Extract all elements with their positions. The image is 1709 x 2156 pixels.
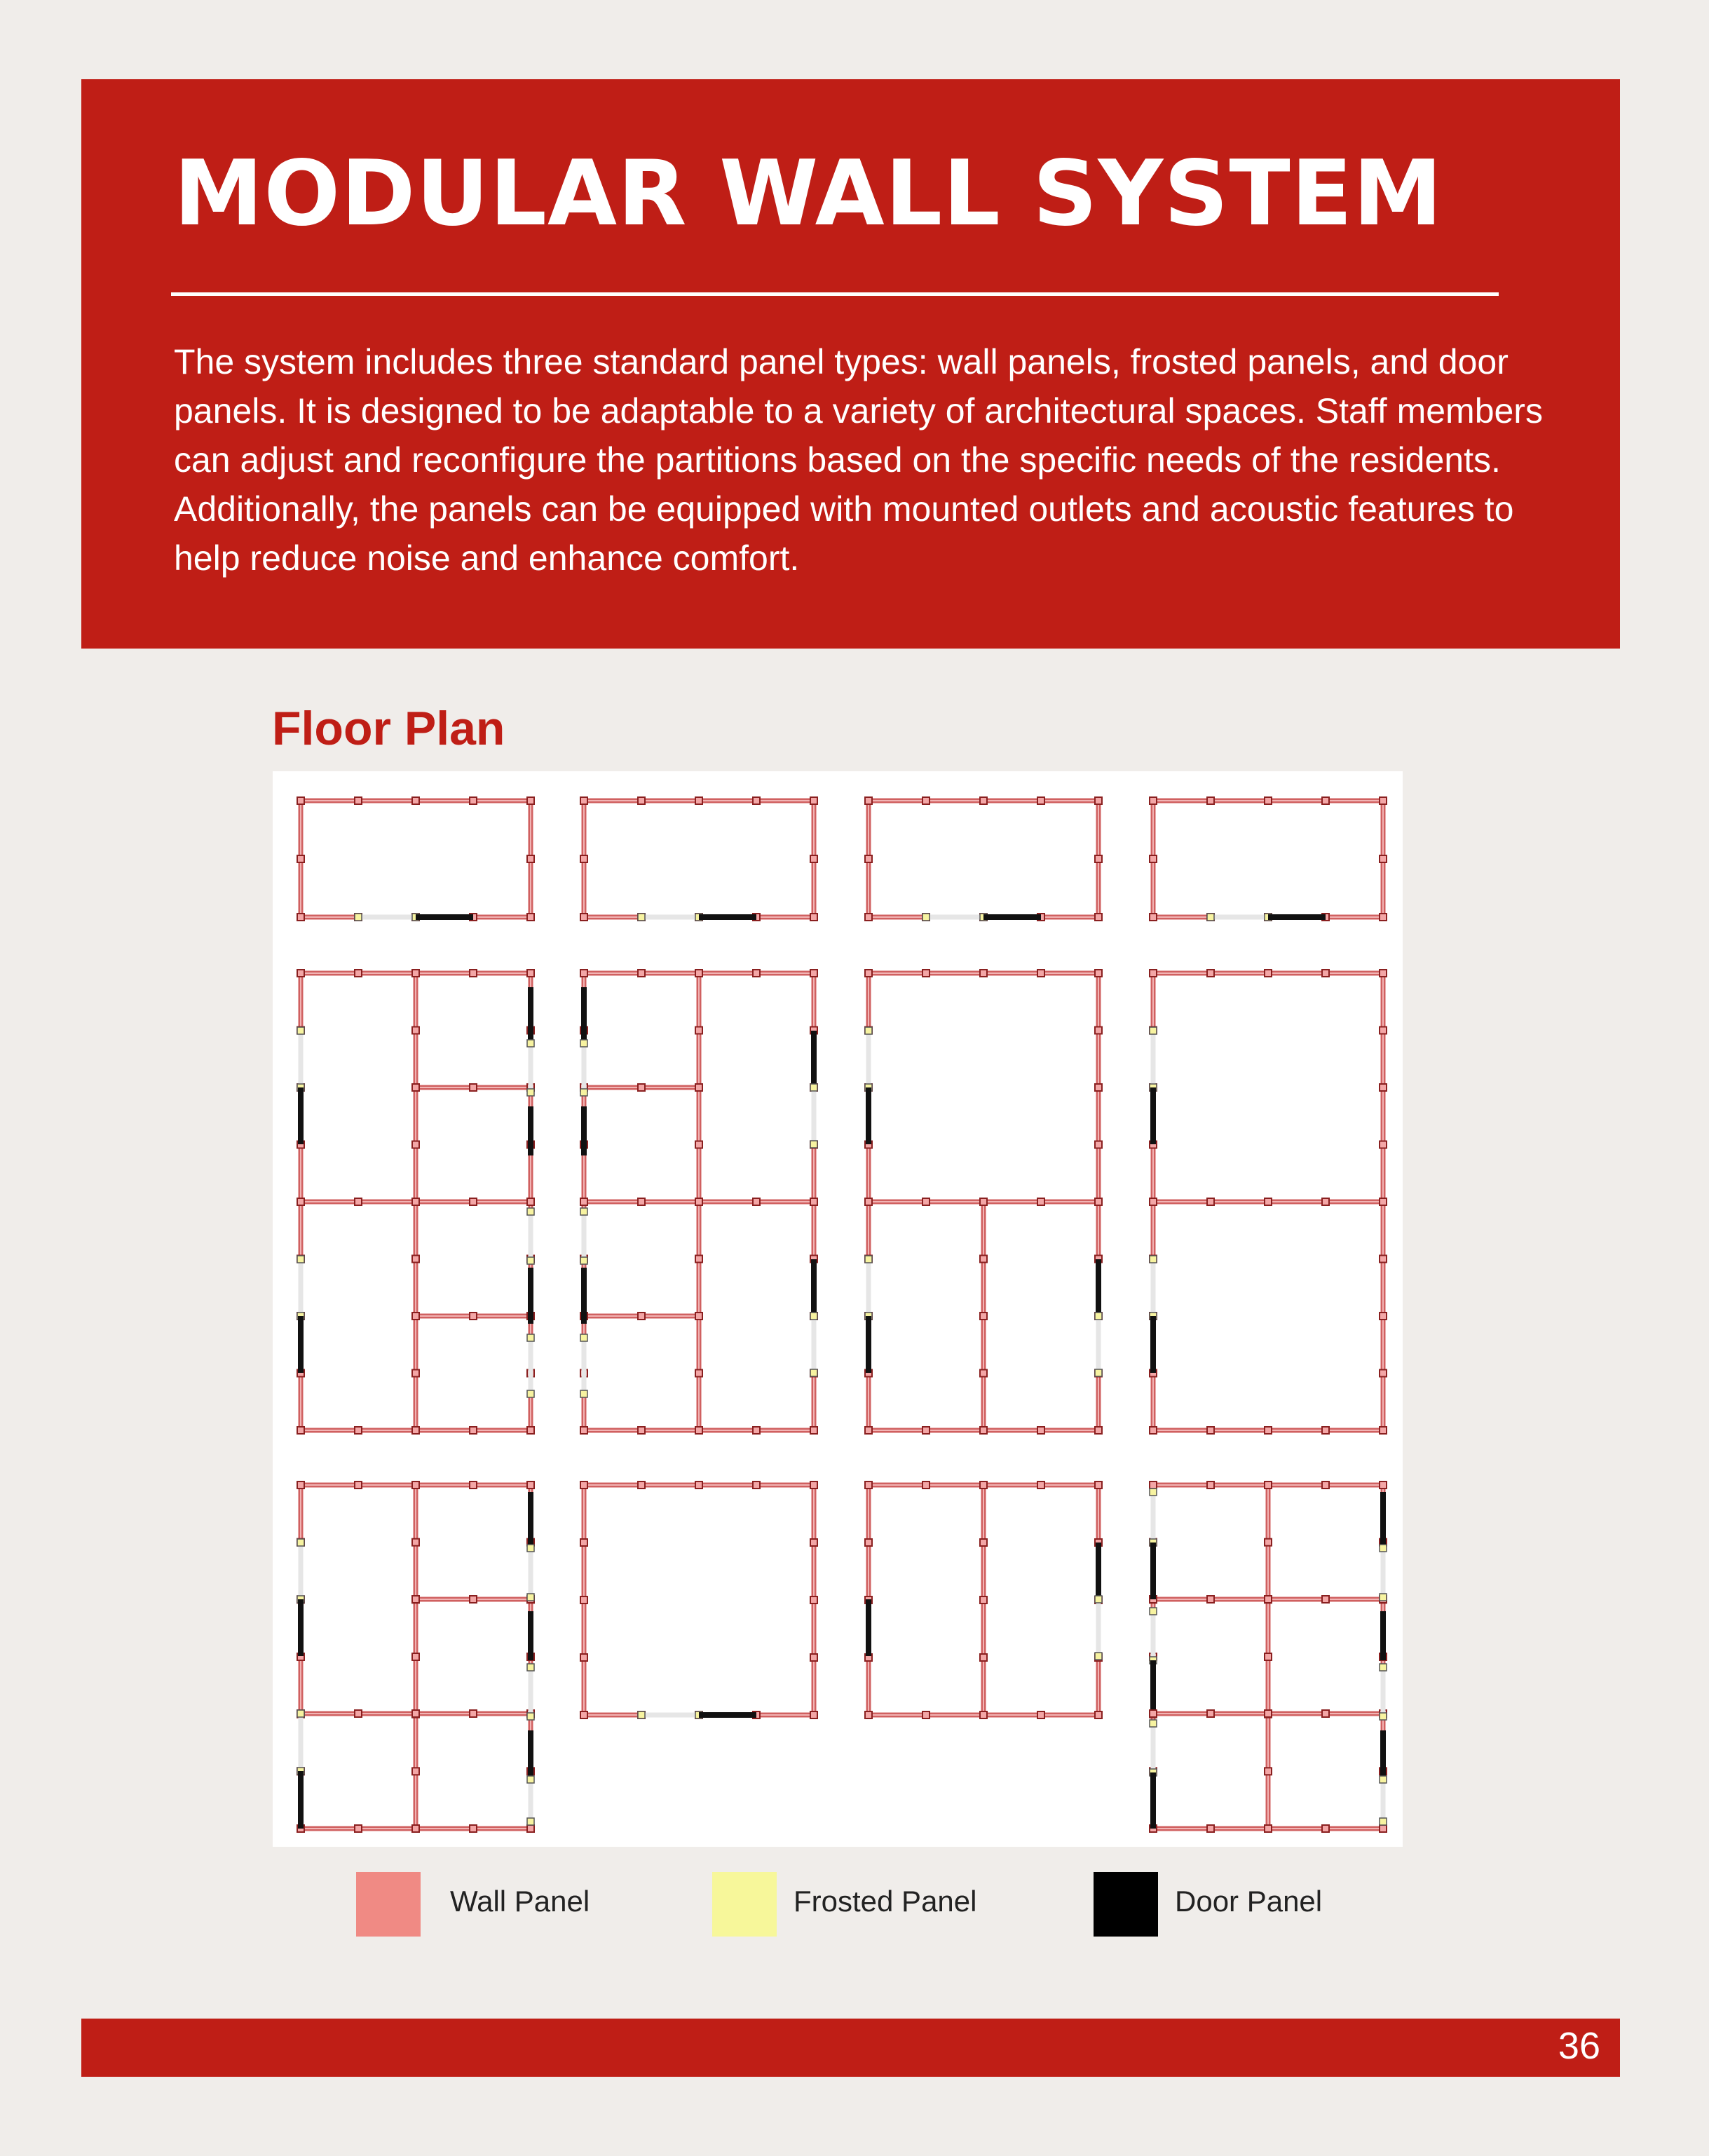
wall-connector [470,1825,477,1832]
page-title: MODULAR WALL SYSTEM [174,142,1443,246]
frosted-panel-end [1095,1369,1102,1376]
wall-connector [865,1198,872,1205]
wall-connector [922,1427,930,1434]
frosted-panel-end [527,1664,534,1671]
wall-connector [1380,970,1387,977]
wall-connector [638,1084,645,1091]
wall-connector [1095,797,1102,804]
wall-connector [412,1653,419,1660]
wall-connector [527,1825,534,1832]
wall-connector [1322,797,1329,804]
frosted-panel-end [810,1084,817,1091]
frosted-panel-label: Frosted Panel [794,1885,977,1918]
wall-connector [638,1482,645,1489]
wall-connector [1207,970,1214,977]
wall-connector [527,1427,534,1434]
frosted-panel-end [527,1390,534,1397]
frosted-panel-end [1095,1313,1102,1320]
wall-connector [1322,1198,1329,1205]
frosted-panel-end [580,1257,587,1264]
frosted-panel-end [527,1257,534,1264]
wall-connector [1265,1768,1272,1775]
wall-connector [922,1198,930,1205]
frosted-panel-end [1380,1713,1387,1720]
frosted-panel-end [527,1089,534,1096]
frosted-panel-end [297,1539,304,1546]
wall-connector [412,1256,419,1263]
wall-connector [1150,1482,1157,1489]
wall-connector [412,1027,419,1034]
wall-connector [1207,1198,1214,1205]
wall-connector [638,1313,645,1320]
wall-connector [810,1711,817,1718]
wall-connector [1095,1482,1102,1489]
wall-connector [753,970,760,977]
wall-connector [355,970,362,977]
wall-connector [1095,1198,1102,1205]
wall-connector [1095,1711,1102,1718]
wall-connector [1037,1482,1044,1489]
frosted-panel-end [580,1208,587,1215]
wall-connector [980,797,987,804]
wall-connector [527,1198,534,1205]
wall-connector [470,797,477,804]
description-text: The system includes three standard panel types: wall panels, frosted panels, and door panels. It is designed to be adaptable to a variety of architectural spaces. Staff members can adjust and reconfigure the partitions based on the specific needs of the residents. Additionally, the panels can be equipped with mounted outlets and acoustic features to help reduce noise and enhance comfort. [174,342,1543,578]
wall-connector [297,1482,304,1489]
wall-connector [753,797,760,804]
wall-connector [412,1482,419,1489]
wall-connector [580,797,587,804]
frosted-panel-end [580,1089,587,1096]
floor-plan-drawing [273,771,1403,1847]
wall-connector [753,1198,760,1205]
wall-connector [1095,1141,1102,1148]
frosted-panel-end [297,1027,304,1034]
wall-connector [753,1482,760,1489]
wall-connector [297,797,304,804]
frosted-panel-end [1150,1720,1157,1727]
frosted-panel-end [1150,1256,1157,1263]
wall-connector [980,1539,987,1546]
header-banner [81,79,1620,649]
wall-connector [1207,1825,1214,1832]
frosted-panel-end [1380,1594,1387,1601]
wall-connector [1380,797,1387,804]
wall-connector [412,970,419,977]
frosted-panel-end [1150,1608,1157,1615]
wall-connector [1265,1482,1272,1489]
wall-connector [1380,1427,1387,1434]
frosted-panel-end [297,1256,304,1263]
wall-connector [810,1539,817,1546]
wall-connector [980,970,987,977]
wall-connector [1095,1027,1102,1034]
wall-connector [1380,1027,1387,1034]
wall-connector [1380,1370,1387,1377]
wall-connector [980,1370,987,1377]
wall-connector [580,1482,587,1489]
wall-connector [580,970,587,977]
wall-connector [810,855,817,862]
wall-connector [695,1313,702,1320]
wall-connector [297,970,304,977]
wall-connector [1037,797,1044,804]
wall-connector [1380,1313,1387,1320]
wall-connector [695,1141,702,1148]
wall-connector [1037,970,1044,977]
wall-connector [1322,970,1329,977]
frosted-panel-end [527,1040,534,1047]
wall-connector [922,1482,930,1489]
wall-connector [470,1596,477,1603]
wall-connector [1150,1198,1157,1205]
frosted-panel-end [580,1334,587,1341]
wall-connector [412,1427,419,1434]
frosted-panel-end [638,1711,645,1718]
wall-connector [355,1198,362,1205]
wall-connector [1095,914,1102,921]
frosted-panel-end [1380,1545,1387,1552]
wall-connector [580,1427,587,1434]
wall-connector [638,797,645,804]
title-divider [171,292,1499,296]
wall-connector [412,1596,419,1603]
wall-connector [980,1654,987,1661]
wall-connector [470,1427,477,1434]
wall-connector [580,914,587,921]
wall-connector [1150,1710,1157,1717]
wall-connector [1150,855,1157,862]
frosted-panel-end [580,1390,587,1397]
wall-connector [470,970,477,977]
wall-connector [695,1427,702,1434]
wall-connector [695,1256,702,1263]
frosted-panel-end [527,1208,534,1215]
frosted-panel-end [1207,914,1214,921]
wall-connector [412,1825,419,1832]
wall-connector [695,797,702,804]
wall-connector [1207,1596,1214,1603]
wall-connector [1095,1084,1102,1091]
frosted-panel-end [527,1594,534,1601]
frosted-panel-end [527,1818,534,1825]
wall-connector [922,797,930,804]
wall-connector [580,1596,587,1604]
wall-connector [470,1710,477,1717]
wall-connector [412,1539,419,1546]
wall-connector [980,1256,987,1263]
wall-connector [580,855,587,862]
wall-connector [297,1427,304,1434]
frosted-panel-end [355,914,362,921]
wall-connector [1265,797,1272,804]
frosted-panel-end [580,1040,587,1047]
wall-connector [1322,1482,1329,1489]
wall-connector [1380,1256,1387,1263]
door-panel-label: Door Panel [1175,1885,1323,1918]
wall-connector [1265,970,1272,977]
frosted-panel-end [1150,1489,1157,1496]
door-panel-swatch [1094,1872,1158,1937]
frosted-panel-end [810,1313,817,1320]
wall-connector [1322,1596,1329,1603]
wall-connector [1322,1710,1329,1717]
wall-connector [1322,1825,1329,1832]
frosted-panel-end [527,1713,534,1720]
wall-connector [412,797,419,804]
wall-connector [1150,1427,1157,1434]
wall-connector [527,914,534,921]
wall-connector [1322,1427,1329,1434]
wall-panel-label: Wall Panel [450,1885,590,1918]
frosted-panel-end [810,1369,817,1376]
wall-connector [1037,1427,1044,1434]
frosted-panel-end [865,1256,872,1263]
wall-connector [1207,1427,1214,1434]
frosted-panel-end [527,1545,534,1552]
wall-connector [580,1654,587,1661]
wall-connector [865,1482,872,1489]
wall-connector [1380,1482,1387,1489]
wall-connector [1265,1427,1272,1434]
wall-connector [1380,1084,1387,1091]
wall-connector [1095,855,1102,862]
wall-connector [810,1596,817,1604]
wall-connector [1150,914,1157,921]
wall-connector [355,1825,362,1832]
wall-connector [412,1313,419,1320]
wall-connector [580,1711,587,1718]
wall-connector [980,1198,987,1205]
wall-connector [580,1198,587,1205]
wall-connector [412,1370,419,1377]
wall-connector [1265,1596,1272,1603]
wall-connector [695,1027,702,1034]
wall-connector [1095,1427,1102,1434]
wall-connector [1380,1141,1387,1148]
wall-connector [527,1482,534,1489]
footer-bar [81,2019,1620,2077]
frosted-panel-end [297,1710,304,1717]
wall-connector [810,914,817,921]
wall-connector [1037,1198,1044,1205]
wall-connector [810,1654,817,1661]
wall-connector [1150,797,1157,804]
wall-connector [580,1539,587,1546]
frosted-panel-end [1095,1653,1102,1660]
wall-connector [810,970,817,977]
wall-panel-swatch [356,1872,421,1937]
wall-connector [412,1141,419,1148]
wall-connector [810,1427,817,1434]
frosted-panel-swatch [712,1872,777,1937]
frosted-panel-end [638,914,645,921]
wall-connector [1265,1825,1272,1832]
wall-connector [922,1711,930,1718]
frosted-panel-end [527,1334,534,1341]
wall-connector [980,1596,987,1604]
wall-connector [638,970,645,977]
wall-connector [695,1482,702,1489]
wall-connector [810,797,817,804]
wall-connector [527,855,534,862]
wall-connector [638,1427,645,1434]
wall-connector [1380,1198,1387,1205]
wall-connector [1095,970,1102,977]
frosted-panel-end [922,914,930,921]
wall-connector [355,1427,362,1434]
floor-plan-heading: Floor Plan [272,702,505,755]
wall-connector [470,1313,477,1320]
wall-connector [412,1084,419,1091]
wall-connector [638,1198,645,1205]
wall-connector [1207,1710,1214,1717]
wall-connector [355,797,362,804]
wall-connector [865,1427,872,1434]
wall-connector [355,1710,362,1717]
wall-connector [810,1482,817,1489]
wall-connector [412,1198,419,1205]
wall-connector [865,855,872,862]
wall-connector [695,970,702,977]
wall-connector [1207,1482,1214,1489]
wall-connector [865,1711,872,1718]
wall-connector [470,1198,477,1205]
wall-connector [865,970,872,977]
wall-connector [412,1768,419,1775]
wall-connector [980,1711,987,1718]
frosted-panel-end [1380,1664,1387,1671]
wall-connector [695,1370,702,1377]
wall-connector [922,970,930,977]
page-number: 36 [1558,2025,1600,2067]
wall-connector [470,1084,477,1091]
wall-connector [412,1710,419,1717]
wall-connector [1037,1711,1044,1718]
wall-connector [865,1539,872,1546]
frosted-panel-end [865,1027,872,1034]
frosted-panel-end [1380,1776,1387,1783]
wall-connector [1265,1539,1272,1546]
frosted-panel-end [810,1141,817,1148]
wall-connector [527,970,534,977]
wall-connector [753,1427,760,1434]
frosted-panel-end [1095,1596,1102,1603]
wall-connector [695,1198,702,1205]
wall-connector [980,1482,987,1489]
wall-connector [695,1084,702,1091]
wall-connector [297,1198,304,1205]
wall-connector [1380,1825,1387,1832]
wall-connector [527,797,534,804]
frosted-panel-end [1380,1818,1387,1825]
floor-plan-diagram [273,771,1403,1847]
wall-connector [1380,914,1387,921]
wall-connector [980,1313,987,1320]
wall-connector [297,855,304,862]
wall-connector [1265,1653,1272,1660]
wall-connector [470,1482,477,1489]
wall-connector [1265,1198,1272,1205]
frosted-panel-end [527,1776,534,1783]
wall-connector [355,1482,362,1489]
wall-connector [1150,970,1157,977]
wall-connector [980,1427,987,1434]
wall-connector [1380,855,1387,862]
wall-connector [865,797,872,804]
wall-connector [1265,1710,1272,1717]
wall-connector [865,914,872,921]
frosted-panel-end [1150,1027,1157,1034]
wall-connector [810,1198,817,1205]
wall-connector [1207,797,1214,804]
wall-connector [297,914,304,921]
